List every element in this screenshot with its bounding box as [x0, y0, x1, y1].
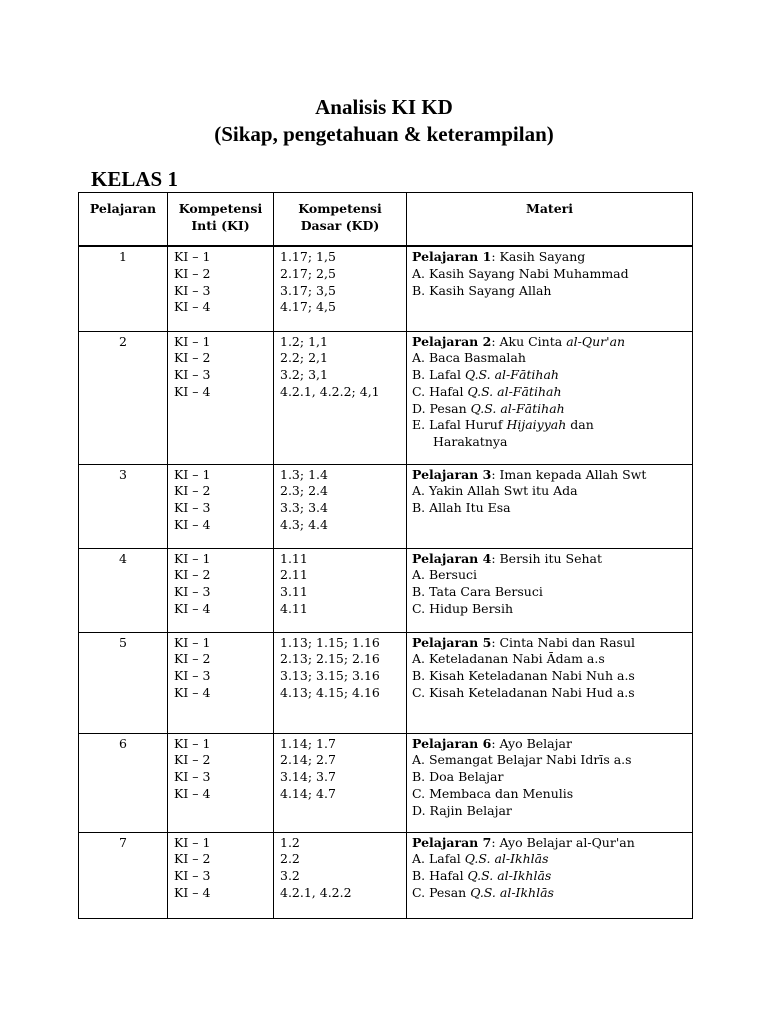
- materi-cell: [407, 832, 693, 918]
- ki-item: KI – 3: [174, 367, 211, 383]
- materi-italic-text: Q.S. al-Ikhlās: [464, 851, 549, 867]
- materi-item: [412, 651, 692, 668]
- materi-cell: [407, 733, 693, 832]
- materi-text: A. Keteladanan Nabi Ādam a.s: [412, 651, 605, 667]
- kd-item: 1.11: [280, 550, 308, 566]
- materi-cell: [407, 246, 693, 331]
- kd-cell: [274, 464, 407, 548]
- ki-item: KI – 3: [174, 868, 211, 884]
- ki-item: KI – 2: [174, 851, 211, 867]
- materi-cell: [407, 331, 693, 464]
- kd-item: 4.17; 4,5: [280, 299, 336, 315]
- materi-text: B. Lafal: [412, 367, 465, 383]
- ki-item: KI – 4: [174, 516, 211, 532]
- table-row: [79, 464, 693, 548]
- lesson-number: 5: [79, 632, 168, 733]
- kd-item: 1.2: [280, 834, 300, 850]
- lesson-heading: [412, 635, 692, 652]
- ki-cell: [168, 246, 274, 331]
- kd-cell: [274, 246, 407, 331]
- table-row: [79, 832, 693, 918]
- header-ki-line1: Kompetensi: [178, 201, 263, 216]
- table-row: [79, 632, 693, 733]
- lesson-heading-text: : Aku Cinta: [491, 333, 567, 349]
- materi-item: [412, 266, 692, 283]
- kd-cell: [274, 331, 407, 464]
- kd-item: 4.14; 4.7: [280, 785, 336, 801]
- materi-text: B. Kisah Keteladanan Nabi Nuh a.s: [412, 668, 635, 684]
- materi-item: [412, 685, 692, 702]
- ki-cell: [168, 733, 274, 832]
- table-header-row: [79, 193, 693, 247]
- ki-item: KI – 1: [174, 466, 211, 482]
- lesson-heading-label: Pelajaran 1: [412, 249, 492, 264]
- lesson-heading-text: : Iman kepada Allah Swt: [491, 466, 647, 482]
- lesson-heading-label: Pelajaran 6: [412, 735, 492, 751]
- lesson-heading: [412, 835, 692, 852]
- ki-item: KI – 2: [174, 651, 211, 667]
- materi-text: A. Bersuci: [412, 567, 477, 583]
- materi-text: D. Rajin Belajar: [412, 802, 512, 818]
- materi-italic-text: Q.S. al-Ikhlās: [467, 868, 552, 884]
- ki-item: KI – 4: [174, 299, 211, 315]
- lesson-number: 2: [79, 331, 168, 464]
- ki-item: KI – 1: [174, 333, 211, 349]
- materi-item: [412, 868, 692, 885]
- ki-item: KI – 2: [174, 350, 211, 366]
- materi-item: [412, 851, 692, 868]
- ki-item: KI – 4: [174, 684, 211, 700]
- lesson-number: 3: [79, 464, 168, 548]
- materi-item: [412, 668, 692, 685]
- kd-item: 2.2; 2,1: [280, 350, 328, 366]
- ki-item: KI – 1: [174, 735, 211, 751]
- document-subtitle: (Sikap, pengetahuan & keterampilan): [214, 122, 554, 146]
- ki-cell: [168, 632, 274, 733]
- ki-item: KI – 4: [174, 600, 211, 616]
- kd-item: 3.14; 3.7: [280, 769, 336, 785]
- kd-item: 2.11: [280, 567, 308, 583]
- lesson-heading: [412, 249, 692, 266]
- ki-item: KI – 2: [174, 483, 211, 499]
- materi-cell: [407, 548, 693, 632]
- materi-item: [412, 786, 692, 803]
- materi-text: B. Hafal: [412, 868, 468, 884]
- kd-item: 1.2; 1,1: [280, 333, 328, 349]
- kelas-heading: KELAS 1: [91, 167, 178, 191]
- lesson-number: 1: [79, 246, 168, 331]
- materi-text: A. Semangat Belajar Nabi Idrīs a.s: [412, 752, 632, 768]
- ki-cell: [168, 331, 274, 464]
- header-pelajaran: Pelajaran: [79, 193, 168, 247]
- header-kompetensi-dasar: [274, 193, 407, 247]
- materi-item: [412, 417, 692, 434]
- lesson-heading-text: : Kasih Sayang: [491, 249, 586, 264]
- kd-item: 2.13; 2.15; 2.16: [280, 651, 380, 667]
- ki-item: KI – 3: [174, 769, 211, 785]
- kd-item: 1.14; 1.7: [280, 735, 336, 751]
- lesson-heading-label: Pelajaran 4: [412, 550, 492, 566]
- materi-text: A. Kasih Sayang Nabi Muhammad: [412, 265, 629, 281]
- kd-item: 3.17; 3,5: [280, 282, 336, 298]
- lesson-heading: [412, 736, 692, 753]
- header-kd-line2: Dasar (KD): [300, 217, 380, 233]
- kd-item: 1.17; 1,5: [280, 249, 336, 264]
- kd-item: 3.3; 3.4: [280, 500, 328, 516]
- document-title: Analisis KI KD: [315, 95, 453, 119]
- ki-item: KI – 1: [174, 550, 211, 566]
- kd-item: 2.3; 2.4: [280, 483, 328, 499]
- table-row: [79, 331, 693, 464]
- materi-text: B. Allah Itu Esa: [412, 500, 511, 516]
- materi-text: B. Tata Cara Bersuci: [412, 584, 543, 600]
- kd-item: 3.13; 3.15; 3.16: [280, 668, 380, 684]
- ki-item: KI – 4: [174, 785, 211, 801]
- ki-item: KI – 3: [174, 584, 211, 600]
- kd-cell: [274, 832, 407, 918]
- ki-item: KI – 1: [174, 834, 211, 850]
- kd-item: 1.3; 1.4: [280, 466, 328, 482]
- lesson-heading-label: Pelajaran 2: [412, 333, 492, 349]
- ki-cell: [168, 548, 274, 632]
- materi-item: [412, 483, 692, 500]
- materi-item: [412, 350, 692, 367]
- materi-text: B. Kasih Sayang Allah: [412, 282, 552, 298]
- kd-item: 2.17; 2,5: [280, 265, 336, 281]
- materi-text: E. Lafal Huruf: [412, 417, 507, 433]
- ki-cell: [168, 832, 274, 918]
- lesson-heading: [412, 334, 692, 351]
- ki-item: KI – 2: [174, 265, 211, 281]
- ki-item: KI – 4: [174, 884, 211, 900]
- kd-item: 1.13; 1.15; 1.16: [280, 634, 380, 650]
- materi-text: C. Membaca dan Menulis: [412, 785, 574, 801]
- lesson-heading: [412, 551, 692, 568]
- materi-italic-text: Hijaiyyah: [506, 417, 567, 433]
- kd-item: 4.2.1, 4.2.2: [280, 884, 352, 900]
- materi-item: [412, 584, 692, 601]
- materi-cell: [407, 632, 693, 733]
- materi-item: [412, 601, 692, 618]
- ki-item: KI – 1: [174, 634, 211, 650]
- materi-italic-text: Q.S. al-Fātihah: [464, 367, 559, 383]
- lesson-heading-label: Pelajaran 3: [412, 466, 492, 482]
- lesson-heading-label: Pelajaran 5: [412, 634, 492, 650]
- materi-italic-text: Q.S. al-Fātihah: [470, 400, 565, 416]
- materi-text: D. Pesan: [412, 400, 471, 416]
- table-row: [79, 733, 693, 832]
- materi-text: dan: [566, 417, 594, 433]
- header-kd-line1: Kompetensi: [298, 201, 382, 216]
- ki-item: KI – 3: [174, 668, 211, 684]
- materi-item: [412, 500, 692, 517]
- kd-item: 4.2.1, 4.2.2; 4,1: [280, 383, 380, 399]
- lesson-heading-text: : Ayo Belajar al-Qur'an: [491, 834, 635, 850]
- analysis-table: [78, 192, 693, 919]
- kd-item: 2.14; 2.7: [280, 752, 336, 768]
- kd-cell: [274, 548, 407, 632]
- materi-text: Harakatnya: [433, 434, 508, 450]
- materi-item: [412, 769, 692, 786]
- lesson-heading-text: : Cinta Nabi dan Rasul: [491, 634, 636, 650]
- materi-text: C. Pesan: [412, 884, 471, 900]
- header-kompetensi-inti: [168, 193, 274, 247]
- materi-italic-text: Q.S. al-Ikhlās: [470, 884, 554, 900]
- materi-text: B. Doa Belajar: [412, 769, 504, 785]
- kd-item: 3.2; 3,1: [280, 367, 328, 383]
- lesson-heading: [412, 467, 692, 484]
- materi-item: [412, 567, 692, 584]
- lesson-heading-text: : Ayo Belajar: [491, 735, 572, 751]
- materi-text: A. Baca Basmalah: [412, 350, 526, 366]
- kd-item: 2.2: [280, 851, 300, 867]
- materi-item: [412, 367, 692, 384]
- header-materi: Materi: [407, 193, 693, 247]
- kd-item: 4.3; 4.4: [280, 516, 328, 532]
- lesson-heading-text: : Bersih itu Sehat: [491, 550, 603, 566]
- materi-italic-text: Q.S. al-Fātihah: [467, 383, 562, 399]
- materi-text: C. Hafal: [412, 383, 468, 399]
- table-row: [79, 246, 693, 331]
- lesson-heading-label: Pelajaran 7: [412, 834, 492, 850]
- materi-text: C. Hidup Bersih: [412, 600, 514, 616]
- materi-item: [412, 401, 692, 418]
- lesson-number: 7: [79, 832, 168, 918]
- materi-item: [412, 434, 692, 451]
- lesson-number: 4: [79, 548, 168, 632]
- ki-item: KI – 4: [174, 383, 211, 399]
- table-row: [79, 548, 693, 632]
- materi-cell: [407, 464, 693, 548]
- lesson-heading-italic: al-Qur'an: [566, 333, 626, 349]
- ki-item: KI – 2: [174, 567, 211, 583]
- materi-text: C. Kisah Keteladanan Nabi Hud a.s: [412, 684, 635, 700]
- materi-text: A. Yakin Allah Swt itu Ada: [412, 483, 578, 499]
- materi-item: [412, 752, 692, 769]
- lesson-number: 6: [79, 733, 168, 832]
- materi-item: [412, 885, 692, 902]
- kd-item: 3.11: [280, 584, 308, 600]
- ki-item: KI – 3: [174, 500, 211, 516]
- materi-item: [412, 803, 692, 820]
- materi-item: [412, 384, 692, 401]
- ki-cell: [168, 464, 274, 548]
- kd-cell: [274, 632, 407, 733]
- ki-item: KI – 1: [174, 249, 211, 264]
- materi-text: A. Lafal: [412, 851, 465, 867]
- header-ki-line2: Inti (KI): [191, 217, 250, 233]
- ki-item: KI – 2: [174, 752, 211, 768]
- ki-item: KI – 3: [174, 282, 211, 298]
- materi-item: [412, 283, 692, 300]
- kd-item: 4.13; 4.15; 4.16: [280, 684, 380, 700]
- kd-cell: [274, 733, 407, 832]
- kd-item: 3.2: [280, 868, 300, 884]
- kd-item: 4.11: [280, 600, 308, 616]
